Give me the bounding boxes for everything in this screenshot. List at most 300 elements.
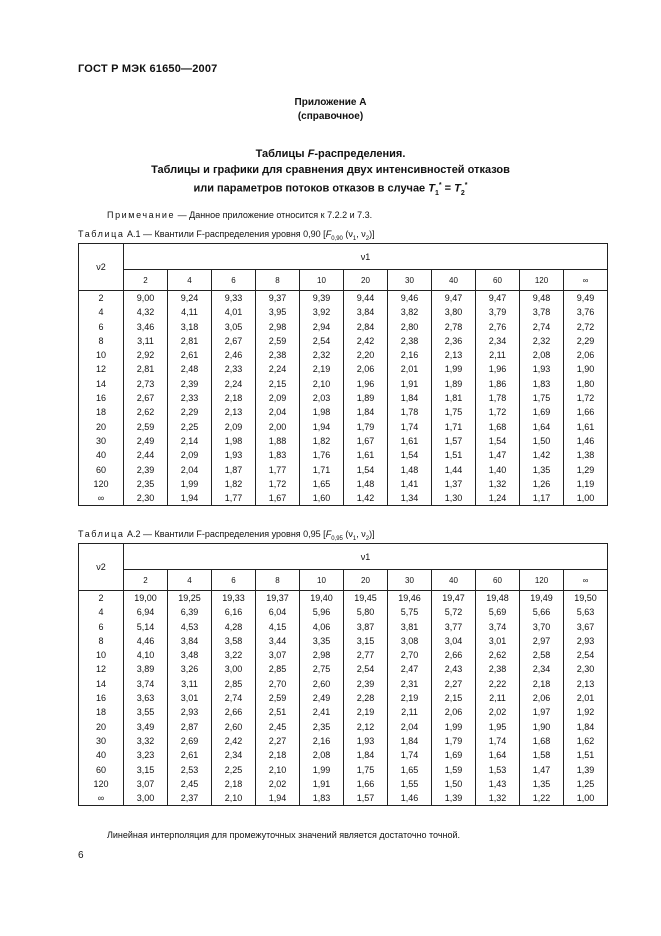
table-cell: 1,54: [344, 463, 388, 477]
table-cell: 2,49: [124, 434, 168, 448]
table-cell: 3,15: [344, 634, 388, 648]
table-cell: 2,34: [476, 334, 520, 348]
table-cell: 2,59: [124, 420, 168, 434]
table-cell: 2,58: [520, 648, 564, 662]
table-cell: 9,47: [476, 291, 520, 306]
table-cell: 2,35: [300, 720, 344, 734]
table-2-caption: Таблица А.2 — Квантили F-распределения уровня 0,95 [$F_{0,95}$ ($\nu_1$, $\nu_2$)]: [78, 529, 375, 542]
table-cell: 2,93: [168, 705, 212, 719]
table-cell: 2,08: [300, 748, 344, 762]
table-cell: 1,86: [476, 377, 520, 391]
table-cell: 1,80: [564, 377, 608, 391]
table-cell: 1,99: [300, 763, 344, 777]
table-cell: 6,16: [212, 605, 256, 619]
table-cell: 2,62: [124, 405, 168, 419]
table-cell: 2,00: [256, 420, 300, 434]
table-cell: 2,45: [168, 777, 212, 791]
table-cell: 1,38: [564, 448, 608, 462]
table-cell: 3,46: [124, 320, 168, 334]
section-title: [0, 146, 661, 202]
table-cell: 1,42: [520, 448, 564, 462]
table-cell: 3,35: [300, 634, 344, 648]
v1-header: ν1: [124, 244, 608, 270]
table-cell: 9,37: [256, 291, 300, 306]
column-header: 10: [300, 270, 344, 291]
table-cell: 5,80: [344, 605, 388, 619]
table-row: [79, 348, 608, 362]
table-cell: 2,51: [256, 705, 300, 719]
table-cell: 3,89: [124, 662, 168, 676]
table-cell: 4,15: [256, 620, 300, 634]
table-cell: 2,11: [388, 705, 432, 719]
column-header: ∞: [564, 570, 608, 591]
table-cell: 1,47: [476, 448, 520, 462]
table-cell: 2,94: [300, 320, 344, 334]
table-cell: 1,76: [300, 448, 344, 462]
table-cell: 1,65: [300, 477, 344, 491]
table-cell: 2,42: [344, 334, 388, 348]
column-header: 30: [388, 270, 432, 291]
table-cell: 1,90: [520, 720, 564, 734]
table-cell: 2,02: [476, 705, 520, 719]
table-row: [79, 334, 608, 348]
table-cell: 1,92: [564, 705, 608, 719]
table-cell: 19,25: [168, 591, 212, 606]
table-cell: 1,94: [168, 491, 212, 506]
table-cell: 2,30: [564, 662, 608, 676]
row-header: 18: [79, 405, 124, 419]
table-cell: 3,74: [124, 677, 168, 691]
table-cell: 1,51: [432, 448, 476, 462]
table-cell: 1,68: [520, 734, 564, 748]
table-cell: 4,01: [212, 305, 256, 319]
table-cell: 2,72: [564, 320, 608, 334]
table-cell: 9,47: [432, 291, 476, 306]
table-cell: 1,61: [344, 448, 388, 462]
table-cell: 1,32: [476, 477, 520, 491]
table-cell: 1,83: [256, 448, 300, 462]
table-row: [79, 420, 608, 434]
table-row: [79, 291, 608, 306]
table-cell: 2,47: [388, 662, 432, 676]
table-cell: 2,38: [476, 662, 520, 676]
title-line-1: Таблицы F-распределения.: [255, 148, 406, 160]
table-cell: 2,12: [344, 720, 388, 734]
table-cell: 3,00: [124, 791, 168, 806]
table-cell: 4,10: [124, 648, 168, 662]
table-cell: 2,13: [432, 348, 476, 362]
table-cell: 2,16: [300, 734, 344, 748]
table-cell: 1,75: [432, 405, 476, 419]
table-cell: 4,28: [212, 620, 256, 634]
table-cell: 2,32: [300, 348, 344, 362]
row-header: 14: [79, 677, 124, 691]
row-header: 30: [79, 434, 124, 448]
v1-header: ν1: [124, 544, 608, 570]
row-header: 6: [79, 320, 124, 334]
table-cell: 2,43: [432, 662, 476, 676]
table-cell: 1,81: [432, 391, 476, 405]
table-cell: 1,43: [476, 777, 520, 791]
table-cell: 19,48: [476, 591, 520, 606]
row-header: 2: [79, 591, 124, 606]
table-cell: 5,66: [520, 605, 564, 619]
v2-header: ν2: [79, 544, 124, 591]
table-cell: 19,00: [124, 591, 168, 606]
table-cell: 2,14: [168, 434, 212, 448]
table-cell: 1,00: [564, 791, 608, 806]
table-cell: 2,08: [520, 348, 564, 362]
table-cell: 1,74: [388, 748, 432, 762]
table-cell: 9,24: [168, 291, 212, 306]
table-cell: 1,00: [564, 491, 608, 506]
column-header-row: [79, 570, 608, 591]
column-header: 20: [344, 270, 388, 291]
table-cell: 1,66: [564, 405, 608, 419]
table-cell: 3,22: [212, 648, 256, 662]
row-header: ∞: [79, 791, 124, 806]
column-header: 20: [344, 570, 388, 591]
table-cell: 2,54: [344, 662, 388, 676]
table-cell: 5,14: [124, 620, 168, 634]
table-cell: 1,22: [520, 791, 564, 806]
table-cell: 1,83: [520, 377, 564, 391]
table-cell: 1,29: [564, 463, 608, 477]
column-header: 6: [212, 570, 256, 591]
table-row: [79, 705, 608, 719]
table-cell: 1,54: [476, 434, 520, 448]
quantile-table-095: [78, 543, 608, 806]
table-cell: 1,87: [212, 463, 256, 477]
table-cell: 2,37: [168, 791, 212, 806]
table-cell: 1,42: [344, 491, 388, 506]
table-cell: 1,94: [300, 420, 344, 434]
table-cell: 2,69: [168, 734, 212, 748]
table-cell: 2,61: [168, 348, 212, 362]
row-header: 8: [79, 634, 124, 648]
table-cell: 3,44: [256, 634, 300, 648]
table-cell: 1,79: [344, 420, 388, 434]
table-cell: 2,41: [300, 705, 344, 719]
table-cell: 2,01: [388, 362, 432, 376]
column-header: 10: [300, 570, 344, 591]
table-cell: 1,61: [388, 434, 432, 448]
table-cell: 2,25: [168, 420, 212, 434]
table-cell: 2,76: [476, 320, 520, 334]
table-cell: 2,29: [168, 405, 212, 419]
table-cell: 3,70: [520, 620, 564, 634]
column-header: 2: [124, 270, 168, 291]
table-cell: 2,70: [388, 648, 432, 662]
table-cell: 9,48: [520, 291, 564, 306]
table-row: [79, 463, 608, 477]
table-cell: 2,13: [564, 677, 608, 691]
table-cell: 2,39: [344, 677, 388, 691]
table-cell: 2,49: [300, 691, 344, 705]
table-cell: 2,04: [388, 720, 432, 734]
table-cell: 1,26: [520, 477, 564, 491]
table-cell: 2,04: [256, 405, 300, 419]
table-cell: 1,72: [256, 477, 300, 491]
table-cell: 1,83: [300, 791, 344, 806]
table-cell: 2,20: [344, 348, 388, 362]
table-cell: 1,93: [520, 362, 564, 376]
row-header: 120: [79, 777, 124, 791]
row-header: 60: [79, 763, 124, 777]
table-cell: 1,66: [344, 777, 388, 791]
row-header: 4: [79, 305, 124, 319]
table-cell: 2,54: [300, 334, 344, 348]
table-cell: 1,71: [300, 463, 344, 477]
table-cell: 1,78: [476, 391, 520, 405]
table-cell: 2,18: [212, 777, 256, 791]
table-cell: 2,27: [432, 677, 476, 691]
table-cell: 3,74: [476, 620, 520, 634]
row-header: 6: [79, 620, 124, 634]
table-cell: 2,03: [300, 391, 344, 405]
table-cell: 2,06: [520, 691, 564, 705]
table-cell: 1,93: [212, 448, 256, 462]
table-row: [79, 620, 608, 634]
table-cell: 2,32: [520, 334, 564, 348]
column-header: 120: [520, 270, 564, 291]
quantile-table-090: [78, 243, 608, 506]
table-cell: 3,32: [124, 734, 168, 748]
table-cell: 2,34: [212, 748, 256, 762]
table-cell: 3,11: [168, 677, 212, 691]
table-cell: 2,70: [256, 677, 300, 691]
table-row: [79, 477, 608, 491]
table-cell: 3,07: [124, 777, 168, 791]
table-cell: 2,39: [124, 463, 168, 477]
row-header: 4: [79, 605, 124, 619]
row-header: ∞: [79, 491, 124, 506]
table-cell: 1,77: [256, 463, 300, 477]
table-cell: 2,74: [520, 320, 564, 334]
table-cell: 2,67: [124, 391, 168, 405]
table-cell: 2,81: [124, 362, 168, 376]
table-cell: 2,62: [476, 648, 520, 662]
table-cell: 3,67: [564, 620, 608, 634]
table-cell: 2,48: [168, 362, 212, 376]
table-cell: 1,59: [432, 763, 476, 777]
table-cell: 4,32: [124, 305, 168, 319]
table-cell: 3,79: [476, 305, 520, 319]
column-header: 60: [476, 270, 520, 291]
table-cell: 2,13: [212, 405, 256, 419]
column-header: 8: [256, 270, 300, 291]
row-header: 10: [79, 648, 124, 662]
table-cell: 1,25: [564, 777, 608, 791]
table-cell: 1,57: [432, 434, 476, 448]
table-cell: 3,01: [476, 634, 520, 648]
table-cell: 3,82: [388, 305, 432, 319]
table-cell: 3,78: [520, 305, 564, 319]
table-cell: 2,38: [388, 334, 432, 348]
table-cell: 2,38: [256, 348, 300, 362]
table-cell: 1,75: [520, 391, 564, 405]
table-cell: 1,60: [300, 491, 344, 506]
table-cell: 1,24: [476, 491, 520, 506]
table-cell: 1,37: [432, 477, 476, 491]
table-cell: 5,96: [300, 605, 344, 619]
table-row: [79, 448, 608, 462]
table-cell: 4,53: [168, 620, 212, 634]
table-cell: 2,18: [212, 391, 256, 405]
table-cell: 2,98: [256, 320, 300, 334]
table-cell: 2,33: [212, 362, 256, 376]
row-header: 16: [79, 391, 124, 405]
table-cell: 2,06: [564, 348, 608, 362]
table-cell: 1,30: [432, 491, 476, 506]
table-cell: 1,97: [520, 705, 564, 719]
table-cell: 2,60: [300, 677, 344, 691]
table-cell: 3,55: [124, 705, 168, 719]
table-cell: 1,55: [388, 777, 432, 791]
table-cell: 1,96: [476, 362, 520, 376]
title-line-3: или параметров потоков отказов в случае $T_1^* = T_2^*$: [193, 182, 468, 197]
table-cell: 1,95: [476, 720, 520, 734]
table-cell: 1,84: [344, 405, 388, 419]
table-cell: 2,97: [520, 634, 564, 648]
appendix-title: Приложение А: [294, 97, 367, 108]
table-row: [79, 634, 608, 648]
table-row: [79, 591, 608, 606]
table-cell: 3,07: [256, 648, 300, 662]
table-cell: 9,39: [300, 291, 344, 306]
column-header: 30: [388, 570, 432, 591]
table-row: [79, 677, 608, 691]
table-cell: 1,64: [476, 748, 520, 762]
table-cell: 1,72: [476, 405, 520, 419]
table-cell: 1,48: [388, 463, 432, 477]
table-cell: 2,15: [432, 691, 476, 705]
table-cell: 2,28: [344, 691, 388, 705]
table-cell: 1,93: [344, 734, 388, 748]
table-cell: 1,72: [564, 391, 608, 405]
table-cell: 2,61: [168, 748, 212, 762]
table-cell: 3,84: [344, 305, 388, 319]
column-header: 120: [520, 570, 564, 591]
table-cell: 2,36: [432, 334, 476, 348]
table-cell: 2,02: [256, 777, 300, 791]
table-cell: 2,06: [344, 362, 388, 376]
table-cell: 2,19: [300, 362, 344, 376]
table-cell: 1,41: [388, 477, 432, 491]
table-cell: 1,91: [388, 377, 432, 391]
column-header: 60: [476, 570, 520, 591]
table-cell: 1,32: [476, 791, 520, 806]
table-cell: 1,58: [520, 748, 564, 762]
column-header: ∞: [564, 270, 608, 291]
table-cell: 1,77: [212, 491, 256, 506]
table-cell: 1,79: [432, 734, 476, 748]
row-header: 20: [79, 420, 124, 434]
table-row: [79, 434, 608, 448]
row-header: 60: [79, 463, 124, 477]
table-cell: 1,57: [344, 791, 388, 806]
table-cell: 1,82: [212, 477, 256, 491]
table-cell: 2,25: [212, 763, 256, 777]
table-cell: 2,80: [388, 320, 432, 334]
row-header: 40: [79, 448, 124, 462]
table-cell: 3,18: [168, 320, 212, 334]
table-cell: 4,11: [168, 305, 212, 319]
table-cell: 5,72: [432, 605, 476, 619]
table-cell: 2,35: [124, 477, 168, 491]
table-cell: 2,27: [256, 734, 300, 748]
table-cell: 1,84: [344, 748, 388, 762]
note: Примечание — Данное приложение относится к 7.2.2 и 7.3.: [107, 210, 373, 220]
table-cell: 3,01: [168, 691, 212, 705]
table-cell: 3,58: [212, 634, 256, 648]
table-cell: 2,66: [212, 705, 256, 719]
table-cell: 3,08: [388, 634, 432, 648]
column-header: 40: [432, 570, 476, 591]
table-cell: 1,51: [564, 748, 608, 762]
table-cell: 1,84: [388, 734, 432, 748]
table-cell: 1,65: [388, 763, 432, 777]
table-cell: 1,75: [344, 763, 388, 777]
table-cell: 2,06: [432, 705, 476, 719]
table-cell: 2,04: [168, 463, 212, 477]
table-row: [79, 691, 608, 705]
table-cell: 1,69: [432, 748, 476, 762]
table-row: [79, 391, 608, 405]
table-cell: 3,49: [124, 720, 168, 734]
table-cell: 1,17: [520, 491, 564, 506]
row-header: 10: [79, 348, 124, 362]
table-cell: 1,19: [564, 477, 608, 491]
table-cell: 1,48: [344, 477, 388, 491]
row-header: 18: [79, 705, 124, 719]
table-cell: 1,89: [432, 377, 476, 391]
row-header: 20: [79, 720, 124, 734]
v2-header: ν2: [79, 244, 124, 291]
table-cell: 2,44: [124, 448, 168, 462]
column-header: 4: [168, 570, 212, 591]
appendix-subtitle: (справочное): [297, 111, 364, 122]
table-cell: 1,35: [520, 463, 564, 477]
table-cell: 3,15: [124, 763, 168, 777]
table-cell: 2,66: [432, 648, 476, 662]
table-cell: 1,64: [520, 420, 564, 434]
table-cell: 2,24: [256, 362, 300, 376]
table-cell: 5,75: [388, 605, 432, 619]
table-cell: 3,63: [124, 691, 168, 705]
table-row: [79, 362, 608, 376]
table-cell: 19,45: [344, 591, 388, 606]
row-header: 12: [79, 662, 124, 676]
table-cell: 1,89: [344, 391, 388, 405]
table-cell: 19,49: [520, 591, 564, 606]
table-cell: 3,77: [432, 620, 476, 634]
table-row: [79, 748, 608, 762]
row-header: 40: [79, 748, 124, 762]
table-row: [79, 305, 608, 319]
table-cell: 3,80: [432, 305, 476, 319]
table-cell: 2,15: [256, 377, 300, 391]
table-cell: 2,10: [300, 377, 344, 391]
table-cell: 3,76: [564, 305, 608, 319]
table-cell: 2,81: [168, 334, 212, 348]
table-cell: 2,85: [256, 662, 300, 676]
table-cell: 1,44: [432, 463, 476, 477]
table-cell: 2,10: [212, 791, 256, 806]
table-cell: 2,11: [476, 691, 520, 705]
table-row: [79, 791, 608, 806]
table-row: [79, 491, 608, 506]
